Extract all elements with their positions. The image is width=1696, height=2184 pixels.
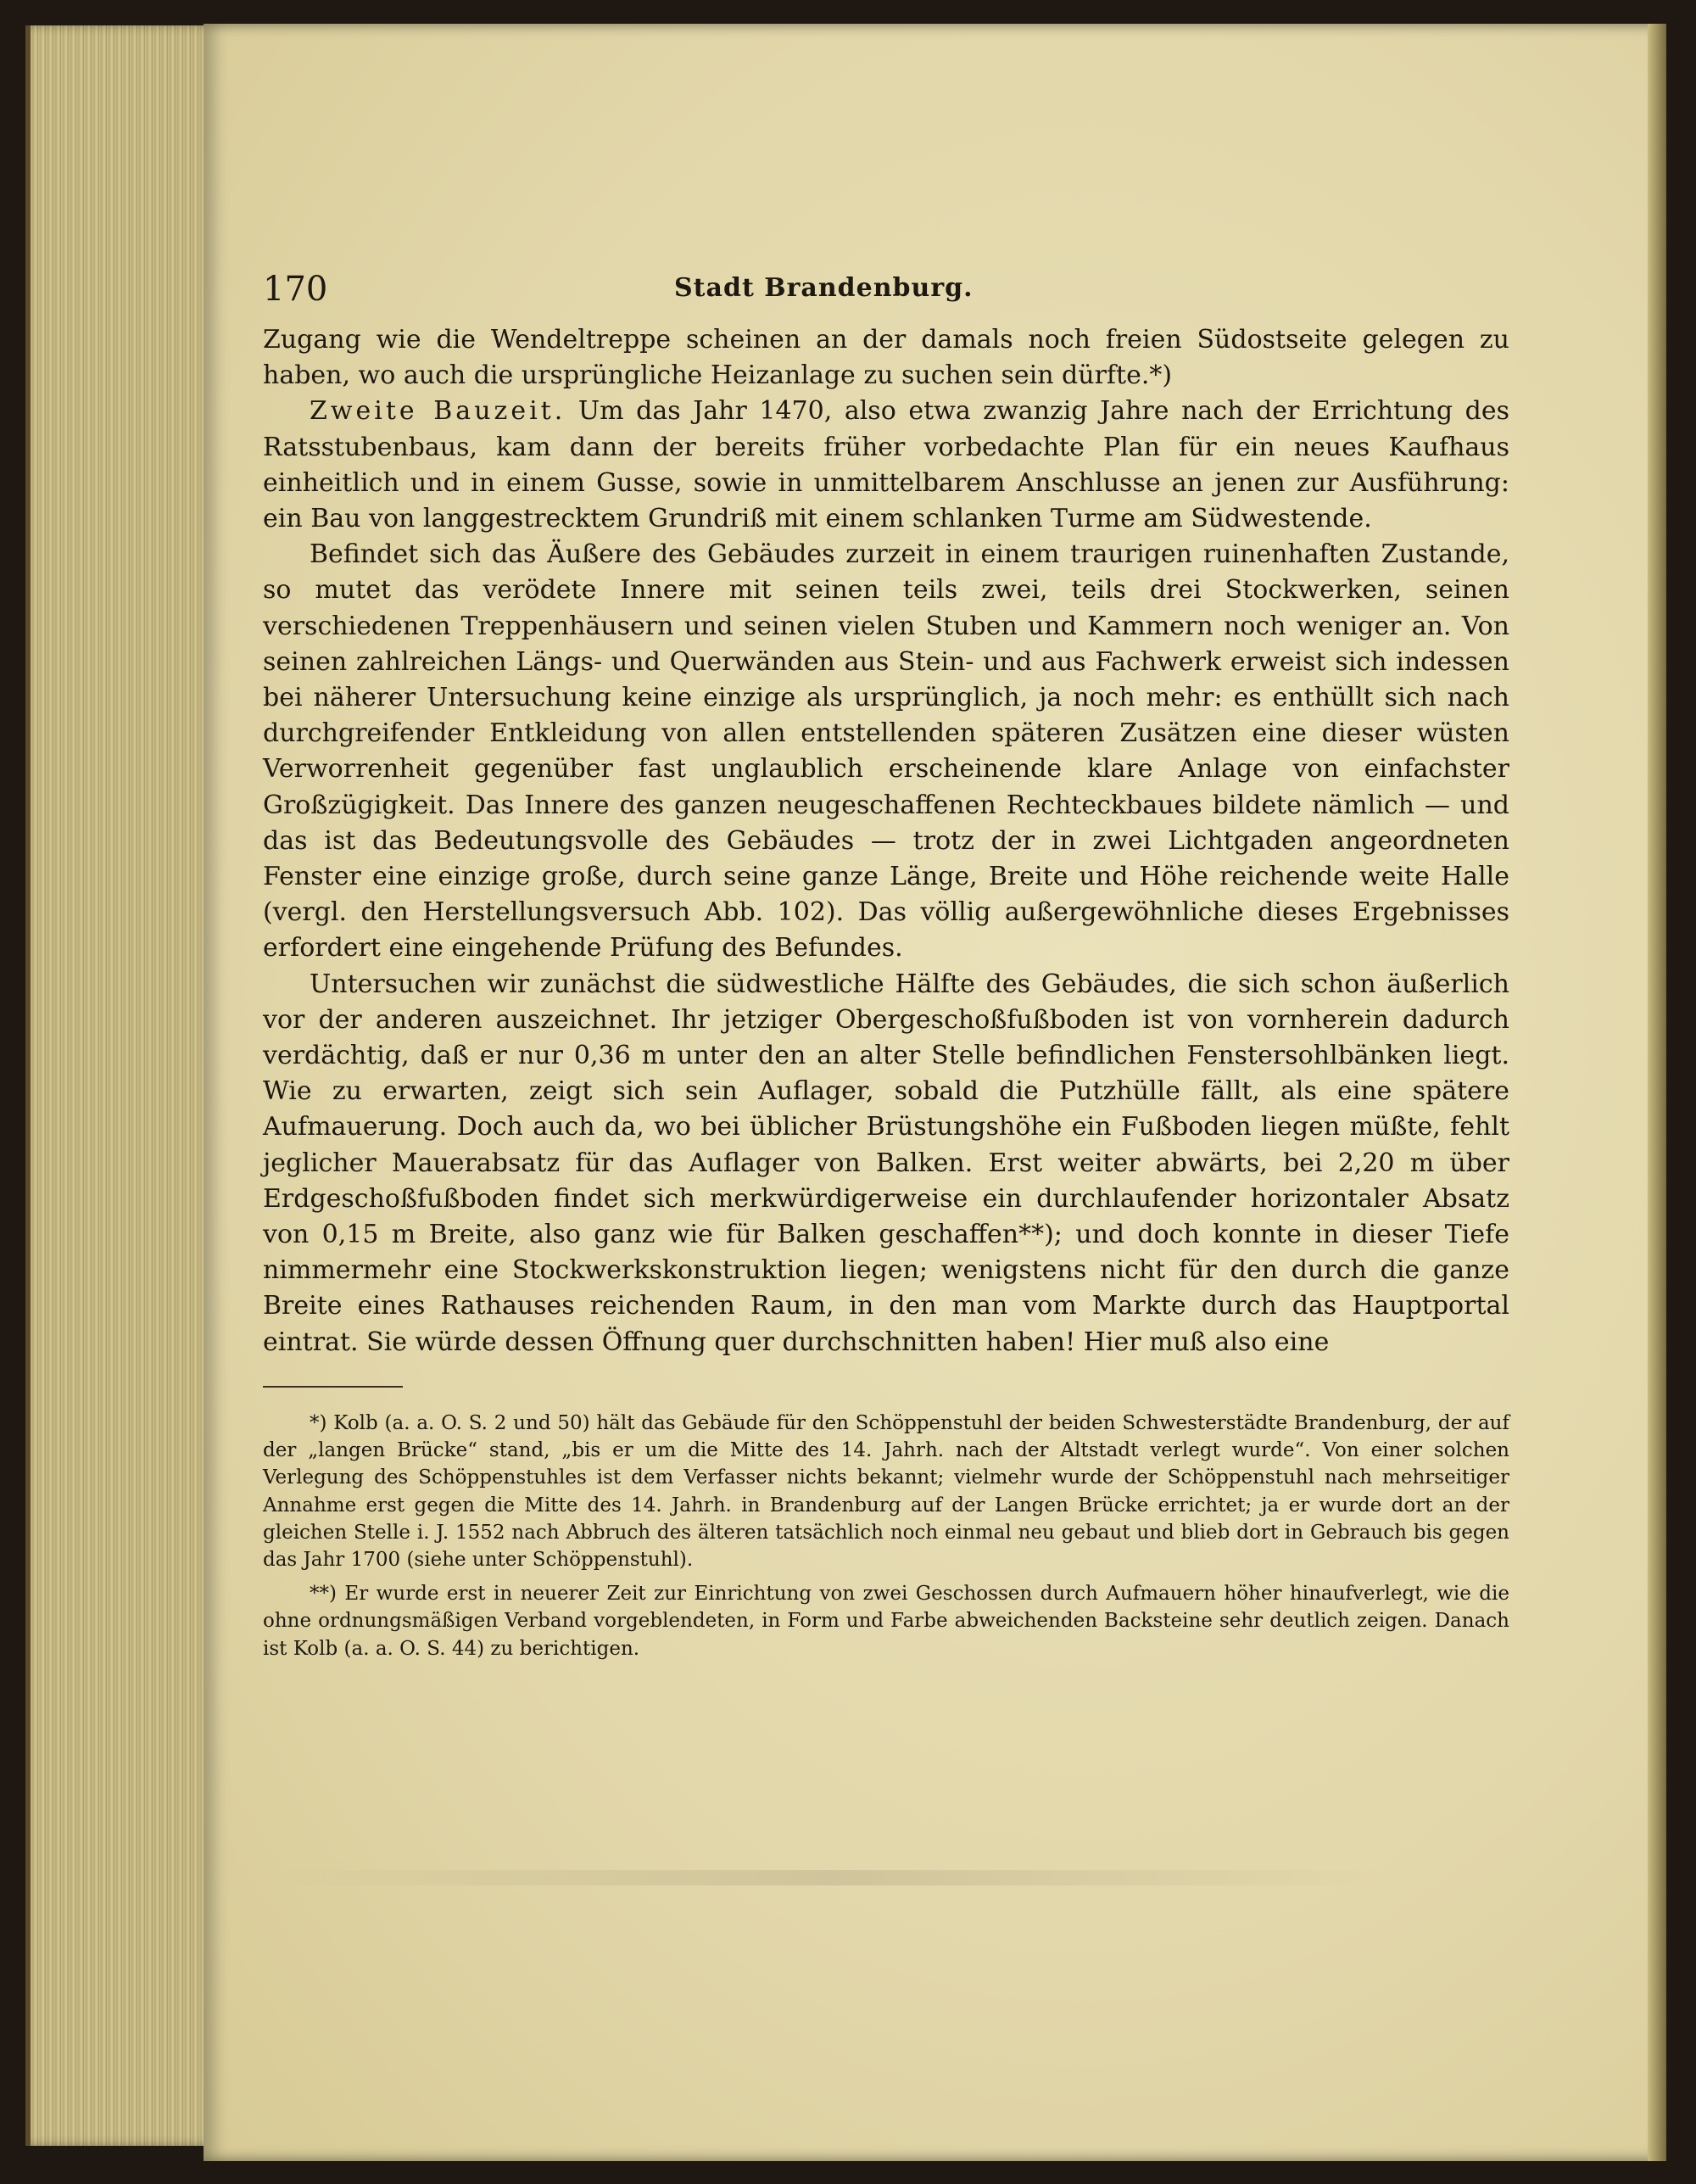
paragraph-1: Zugang wie die Wendeltreppe scheinen an der damals noch freien Südostseite gelegen zu haben, wo auch die ursprüngliche Heizanlage zu suchen sein dürfte.*) xyxy=(263,325,1509,391)
footnote-rule xyxy=(263,1386,403,1388)
page-number: 170 xyxy=(263,270,328,309)
show-through-line xyxy=(280,1870,1382,1885)
footnote-2: **) Er wurde erst in neuerer Zeit zur Einrichtung von zwei Geschossen durch Aufmauern höher hinaufverlegt, wie die ohne ordnungsmäßigen Verband vorgeblendeten, in Form und Farbe abweichenden Backsteine sehr deutlich zeigen. Danach ist Kolb (a. a. O. S. 44) zu berichtigen. xyxy=(263,1583,1509,1660)
paragraph-3: Befindet sich das Äußere des Gebäudes zurzeit in einem traurigen ruinenhaften Zustande, so mutet das verödete Innere mit seinen teils zwei, teils drei Stockwerken, seinen verschiedenen Treppenhäusern und seinen vielen Stuben und Kammern noch weniger an. Von seinen zahlreichen Längs- und Querwänden aus Stein- und aus Fachwerk erweist sich indessen bei näherer Untersuchung keine einzige als ursprünglich, ja noch mehr: es enthüllt sich nach durchgreifender Entkleidung von allen entstellenden späteren Zusätzen eine dieser wüsten Verworrenheit gegenüber fast unglaublich erscheinende klare Anlage von einfachster Großzügigkeit. Das Innere des ganzen neugeschaffenen Rechteckbaues bildete nämlich — und das ist das Bedeutungsvolle des Gebäudes — trotz der in zwei Lichtgaden angeordneten Fenster eine einzige große, durch seine ganze Länge, Breite und Höhe reichende weite Halle (vergl. den Herstellungsversuch Abb. 102). Das völlig außergewöhnliche dieses Ergebnisses erfordert eine eingehende Prüfung des Befundes. xyxy=(263,539,1509,964)
section-heading: Zweite Bauzeit. xyxy=(310,396,566,427)
paragraph-2 xyxy=(263,394,1509,537)
page-edges xyxy=(25,25,226,2146)
page-gutter xyxy=(1648,24,1666,2161)
running-head xyxy=(263,254,1509,322)
footnotes xyxy=(263,1410,1509,1662)
body-text xyxy=(263,322,1509,1360)
paragraph-4: Untersuchen wir zunächst die südwestliche Hälfte des Gebäudes, die sich schon äußerlich vor der anderen auszeichnet. Ihr jetziger Obergeschoßfußboden ist von vornherein dadurch verdächtig, daß er nur 0,36 m unter den an alter Stelle befindlichen Fenstersohlbänken liegt. Wie zu erwarten, zeigt sich sein Auflager, sobald die Putzhülle fällt, als eine spätere Aufmauerung. Doch auch da, wo bei üblicher Brüstungshöhe ein Fußboden liegen müßte, fehlt jeglicher Mauerabsatz für das Auflager von Balken. Erst weiter abwärts, bei 2,20 m über Erdgeschoßfußboden findet sich merkwürdigerweise ein durchlaufender horizontaler Absatz von 0,15 m Breite, also ganz wie für Balken geschaffen**); und doch konnte in dieser Tiefe nimmermehr eine Stockwerkskonstruktion liegen; wenigstens nicht für den durch die ganze Breite eines Rathauses reichenden Raum, in den man vom Markte durch das Hauptportal eintrat. Sie würde dessen Öffnung quer durchschnitten haben! Hier muß also eine xyxy=(263,969,1509,1357)
paragraph-2-text: Um das Jahr 1470, also etwa zwanzig Jahre nach der Errichtung des Ratsstubenbaus, kam dann der bereits früher vorbedachte Plan für ein neues Kaufhaus einheitlich und in einem Gusse, sowie in unmittelbarem Anschlusse an jenen zur Ausführung: ein Bau von langgestrecktem Grundriß mit einem schlanken Turme am Südwestende. xyxy=(263,396,1509,534)
page-title: Stadt Brandenburg. xyxy=(674,273,974,303)
text-block xyxy=(263,254,1509,1669)
footnote-1: *) Kolb (a. a. O. S. 2 und 50) hält das Gebäude für den Schöppenstuhl der beiden Schwesterstädte Brandenburg, der auf der „langen Brücke“ stand, „bis er um die Mitte des 14. Jahrh. nach der Altstadt verlegt wurde“. Von einer solchen Verlegung des Schöppenstuhles ist dem Verfasser nichts bekannt; vielmehr wurde der Schöppenstuhl nach mehrseitiger Annahme erst gegen die Mitte des 14. Jahrh. in Brandenburg auf der Langen Brücke errichtet; ja er wurde dort an der gleichen Stelle i. J. 1552 nach Abbruch des älteren tatsächlich noch einmal neu gebaut und blieb dort in Gebrauch bis gegen das Jahr 1700 (siehe unter Schöppenstuhl). xyxy=(263,1411,1509,1571)
